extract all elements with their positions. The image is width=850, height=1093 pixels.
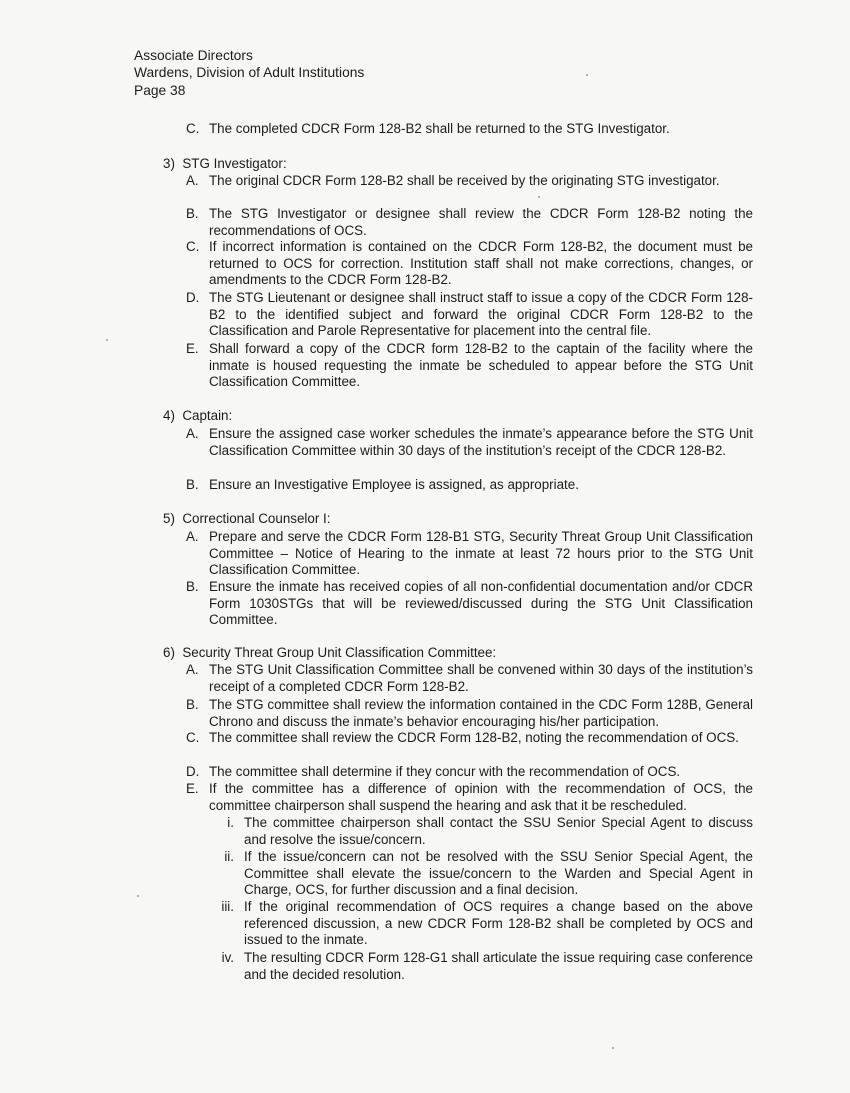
list-item xyxy=(186,579,753,629)
list-item-text: The STG committee shall review the information contained in the CDC Form 128B, General Chrono and discuss the inmate’s behavior encouraging his/her participation. xyxy=(209,697,753,729)
list-item-text: Ensure the inmate has received copies of all non-confidential documentation and/or CDCR Form 1030STGs that will be reviewed/discussed during the STG Unit Classification Committee. xyxy=(209,579,753,628)
sub-list-item-text: The committee chairperson shall contact the SSU Senior Special Agent to discuss and resolve the issue/concern. xyxy=(244,815,753,847)
list-item-text: If incorrect information is contained on the CDCR Form 128-B2, the document must be returned to OCS for correction. Institution staff shall not make corrections, changes, or amendments to the CDCR Form 128-B2. xyxy=(209,239,753,288)
sub-list-item-marker: iii. xyxy=(221,899,234,914)
sub-list-item-text: If the original recommendation of OCS requires a change based on the above referenced discussion, a new CDCR Form 128-B2 shall be completed by OCS and issued to the inmate. xyxy=(244,899,753,948)
list-item-marker: C. xyxy=(186,121,200,136)
list-item-marker: D. xyxy=(186,290,200,305)
list-item-text: The original CDCR Form 128-B2 shall be received by the originating STG investigator. xyxy=(209,173,720,188)
list-item xyxy=(186,206,753,239)
list-item-marker: C. xyxy=(186,239,200,254)
header-recipient-line-1: Associate Directors xyxy=(134,48,253,63)
list-item-text: The completed CDCR Form 128-B2 shall be returned to the STG Investigator. xyxy=(209,121,670,136)
section-heading: 5) Correctional Counselor I: xyxy=(163,511,331,526)
list-item-marker: B. xyxy=(186,477,199,492)
sub-list-item-marker: iv. xyxy=(221,950,234,965)
page-header xyxy=(134,47,364,99)
list-item xyxy=(186,730,753,747)
list-item-text: The committee shall review the CDCR Form 128-B2, noting the recommendation of OCS. xyxy=(209,730,739,745)
list-item-marker: B. xyxy=(186,206,199,221)
list-item-marker: E. xyxy=(186,781,199,796)
sub-list-item xyxy=(210,899,753,949)
list-item xyxy=(186,290,753,340)
section-heading: 3) STG Investigator: xyxy=(163,156,287,171)
scan-speck xyxy=(106,339,108,341)
list-item-text: The committee shall determine if they concur with the recommendation of OCS. xyxy=(209,764,681,779)
list-item-text: If the committee has a difference of opinion with the recommendation of OCS, the committee chairperson shall suspend the hearing and ask that it be rescheduled. xyxy=(209,781,753,813)
list-item-text: The STG Unit Classification Committee shall be convened within 30 days of the institution’s receipt of a completed CDCR Form 128-B2. xyxy=(209,662,753,694)
list-item-text: The STG Lieutenant or designee shall instruct staff to issue a copy of the CDCR Form 128-B2 to the identified subject and forward the original CDCR Form 128-B2 to the Classification and Parole Representative for placement into the central file. xyxy=(209,290,753,339)
list-item-marker: B. xyxy=(186,697,199,712)
list-item-marker: A. xyxy=(186,529,199,544)
sub-list-item-marker: i. xyxy=(227,815,234,830)
sub-list-item-marker: ii. xyxy=(224,849,234,864)
list-item xyxy=(186,426,753,459)
sub-list-item-text: If the issue/concern can not be resolved with the SSU Senior Special Agent, the Committee shall elevate the issue/concern to the Warden and Special Agent in Charge, OCS, for further discussion and a final decision. xyxy=(244,849,753,898)
section-heading: 6) Security Threat Group Unit Classification Committee: xyxy=(163,645,497,660)
sub-list-item-text: The resulting CDCR Form 128-G1 shall articulate the issue requiring case conference and the decided resolution. xyxy=(244,950,753,982)
list-item xyxy=(186,781,753,814)
list-item-marker: D. xyxy=(186,764,200,779)
list-item-marker: C. xyxy=(186,730,200,745)
sub-list-item xyxy=(210,815,753,848)
scan-speck xyxy=(586,74,588,76)
scan-speck xyxy=(612,1047,614,1049)
list-item-text: The STG Investigator or designee shall review the CDCR Form 128-B2 noting the recommendations of OCS. xyxy=(209,206,753,238)
list-item xyxy=(186,173,753,190)
list-item-marker: B. xyxy=(186,579,199,594)
list-item-marker: A. xyxy=(186,173,199,188)
list-item-marker: A. xyxy=(186,662,199,677)
list-item xyxy=(186,662,753,695)
list-item-text: Ensure an Investigative Employee is assigned, as appropriate. xyxy=(209,477,579,492)
scan-speck xyxy=(538,196,540,198)
sub-list-item xyxy=(210,950,753,983)
list-item-text: Ensure the assigned case worker schedules the inmate’s appearance before the STG Unit Classification Committee within 30 days of the institution’s receipt of the CDCR 128-B2. xyxy=(209,426,753,458)
list-item-text: Shall forward a copy of the CDCR form 128-B2 to the captain of the facility where the inmate is housed requesting the inmate be scheduled to appear before the STG Unit Classification Committee. xyxy=(209,341,753,390)
list-item-marker: A. xyxy=(186,426,199,441)
list-item xyxy=(186,477,753,494)
list-item xyxy=(186,697,753,730)
list-item xyxy=(186,121,753,138)
list-item xyxy=(186,239,753,289)
list-item-marker: E. xyxy=(186,341,199,356)
list-item xyxy=(186,529,753,579)
section-heading: 4) Captain: xyxy=(163,408,233,423)
list-item xyxy=(186,341,753,391)
header-page-number: Page 38 xyxy=(134,82,186,98)
scan-speck xyxy=(137,895,139,897)
sub-list-item xyxy=(210,849,753,899)
list-item-text: Prepare and serve the CDCR Form 128-B1 STG, Security Threat Group Unit Classification Committee – Notice of Hearing to the inmate at least 72 hours prior to the STG Unit Classification Committee. xyxy=(209,529,753,578)
list-item xyxy=(186,764,753,781)
header-recipient-line-2: Wardens, Division of Adult Institutions xyxy=(134,65,365,81)
